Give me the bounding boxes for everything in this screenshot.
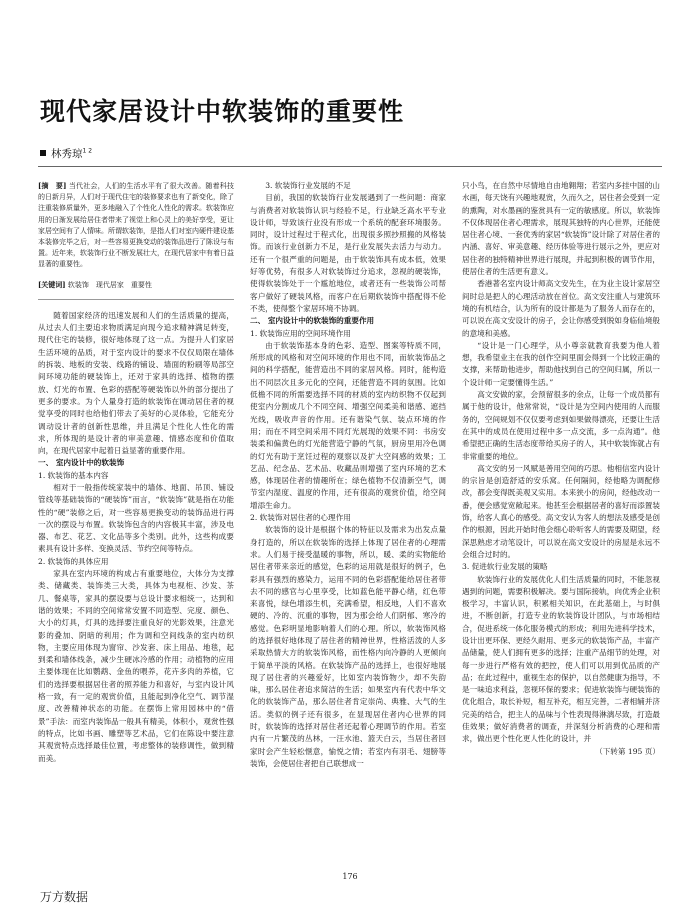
paragraph: 高文安的另一风赋是善用空间的巧思。他相信室内设计的宗旨是创造舒适的安乐窝。任何隔间，经他略为调配修改，都会变得既美观又实用。本来狭小的房间，经他改动一番，便会感觉宽敞起来。他甚至会根据居者的喜好而添置装饰，给客人真心的感受。高文安认为客人的想法及感受是创作的根源，因此开始时他会细心聆听客人的需要及期望，经深思熟虑才动笔设计，可以说在高文安设计的房屋是永远不会组合过时的。 [462, 463, 660, 559]
text-column-3 [462, 180, 660, 870]
section-heading: 1. 软装饰的基本内容 [38, 470, 109, 480]
abstract [38, 180, 234, 271]
section-heading: 一、 室内设计中的软装饰 [38, 458, 125, 468]
column-3-body [462, 180, 660, 758]
paragraph: 随着国家经济的迅速发展和人们的生活质量的提高，从过去人们主要追求物质满足向现今追求精神满足转变，现代住宅的装修，很好地体现了这一点。为提升人们家居生活环境的品质，对于室内设计的要求不仅仅局限在墙体的拆装、地板的安装、线路的铺设、墙面的粉刷等局部空间环境功能的硬装饰上，还对于家具的选择、植物的摆放、灯光的布置、色彩的搭配等硬装饰以外的部分提出了更多的要求。为个人量身打造的软装饰在调动居住者的视觉享受的同时也给他们带去了美好的心灵体验，它能充分调动设计者的创新性思维，并且满足个性化人性化的需求，所体现的是设计者的审美意趣、情感态度和价值取向，在现代居家中起着日益显著的重要作用。 [38, 310, 234, 456]
text-column-1 [38, 180, 234, 870]
keywords [38, 279, 234, 291]
paragraph: 香港著名室内设计师高文安先生，在为业主设计家居空间时总是把人的心理活动放在首位。高文安注重人与建筑环境的有机结合，认为所有的设计都是为了服务人而存在的，可以说在高文安设计的房子，会让你感受到脱如身临仙境般的意境和美感。 [462, 279, 660, 338]
article-title: 现代家居设计中软装饰的重要性 [40, 97, 405, 126]
paragraph: 由于软装饰基本身的色彩、造型、图案等特质不同，所形成的风格和对空间环境的作用也不同，而软装饰品之间的科学搭配，能营造出不同的家居风格。同时，能构造出不同层次且多元化的空间，还能营造不同的氛围。比如低檐不同的所需要选择不同的材质的室内纺织物不仅起到使室内分割成几个不同空间、增强空间柔美和谐感、遮挡光线，吸收声音的作用。还有谐染气氛、装点环境的作用；而在不同空间采用不同灯光展现的效果不同：书房安装柔和偏黄色的灯光能营造宁静的气氛，厨房里用冷色调的灯光有助于烹饪过程的观察以及扩大空间感的效果；工艺品、纪念品、艺术品、收藏品则增强了室内环境的艺术感，体现居住者的情趣所在；绿色植物不仅清新空气，调节室内湿度、温度的作用，还有很高的观赏价值，给空间增添生命力。 [250, 340, 446, 510]
author-superscript: 1 2 [82, 147, 93, 155]
keywords-text: 软装饰 现代居家 重要性 [67, 280, 152, 289]
section-heading: 2. 软装饰对居住者的心理作用 [250, 513, 351, 523]
abstract-text: 当代社会，人们的生活水平有了很大改善。随着科技的日新月异，人们对于现代住宅的装修要求也有了新变化，除了注重装修质量外，更多地融入了个性化人性化的需求。软装饰应用的日渐发展给居住者带来了视觉上和心灵上的美好享受，更让家居空间有了人情味。所谓软装饰，是指人们对室内硬件建设基本装修完毕之后，对一些容易更换变动的装饰品进行了陈设与布置。近年来，软装饰行业不断发展壮大，在现代居家中有着日益显著的重要性。 [38, 182, 234, 269]
author-name: 林秀琼 [51, 148, 83, 160]
keywords-label: [关键词] [38, 279, 66, 289]
paragraph: 只小鸟，在自然中尽情地自由地翱翔；若室内多挂中国的山水画，每天饶有兴趣地观赏，久而久之，居住者会受到一定的熏陶，对水墨画的鉴赏具有一定的敏感度。所以，软装饰不仅体现居住者心理需求，展现其独特的内心世界，还能使居住者心境、一套优秀的家居“软装饰”设计除了对居住者的内涵、喜好、审美意趣、经历体验等进行展示之外，更应对居住者的独特精神世界进行展现，并起到积极的调节作用，使居住者的生活更有意义。 [462, 181, 660, 277]
section-heading: 1. 软装饰应用的空间环境作用 [250, 328, 351, 338]
text-column-2 [250, 180, 446, 870]
column-1-body [38, 310, 234, 765]
paragraph: 家具在室内环境的构成占有重要地位，大体分为支撑类、储藏类、装饰类三大类，具体为电视柜、沙发、茶几、餐桌等，家具的摆设要与总设计要求相统一，达到和谐的效果；不同的空间常常安置不同造型、完度、颜色、大小的灯具，灯具的选择要注重良好的光影效果，注意光影的叠加、阴暗的利用；作为调和空间线条的室内纺织物，主要应用体现为窗帘、沙发套、床上用品、地毯，起到柔和墙体线条，减少生硬冰冷感的作用；动植物的应用主要体现在比如鹦鹉、金鱼的喂养，花卉多肉的养植，它们的选择要根据居住者的照养能力和喜好，与室内设计风格一致，有一定的观赏价值，且能起到净化空气、调节湿度、改善精神状态的功能。在摆饰上常用园林中的“借景”手法：而室内装饰品一般具有精美，体积小，观赏性强的特点，比如书画、雕塑等艺术品，它们在陈设中要注意其观赏特点选择最佳位置，考虑整体的装修调性，做到精而美。 [38, 569, 234, 763]
abstract-divider [38, 299, 234, 300]
author-line [40, 146, 92, 161]
paragraph: 高文安做的家，会预留很多的余点，让每一个成员都有属于他的设计，他常常说，“设计是为空间内使用的人而服务的，空间规划不仅仅要考虑到如果做得漂亮，还要让生活在其中的成员在使用过程中多一点交流，多一点沟通”。他希望把正确的生活态度带给买房子的人，其中软装饰就占有非常重要的地位。 [462, 390, 660, 461]
section-heading: 2. 软装饰的具体应用 [38, 556, 109, 566]
paragraph: 软装饰行业的发展优化人们生活质量的同时，不能忽视遇到的问题，需要积极解决。要与国际接轨，向优秀企业积极学习，丰富认识，积累相关知识，在此基础上，与时俱进，不断创新，打造专业的软装饰设计团队，与市场相结合，促进系统一体化服务模式的形成；利用先进科学技术，设计出更环保、更经久耐用、更多元的软装饰产品，丰富产品储量，使人们拥有更多的选择；注重产品细节的处理，对每一步进行严格有效的把控，使人们可以用到优品质的产品；在此过程中，重视生态的保护，以自然健康为指导，不是一味追求利益，忽视环保的要求；促进软装饰与硬装饰的优化组合，取长补短，相互补充，相互完善，二者相辅并济完美的结合，把主人的品味与个性表现得淋漓尽致，打造最佳效果；做好消费者的调查，并深刻分析消费的心理和需求，做出更个性化更人性化的设计，并 [462, 574, 660, 744]
column-2-body [250, 180, 446, 770]
footer-logo: 万方数据 [40, 890, 89, 904]
paragraph: 目前，我国的软装饰行业发展遇到了一些问题：商家与消费者对软装饰认识与经验不足，行业缺乏高水平专业设计师，导致该行业没有形成一个系统的配套环境服务。同时，设计过程过于程式化，出现很多照抄照搬的风格装饰。而该行业创新力不足，是行业发展失去活力与动力。还有一个很严重的问题是，由于软装饰具有成本低，效果好等优势，有很多人对软装饰过分追求，忽视的硬装饰，使得软装饰处于一个尴尬地位，或者还有一些装饰公司帮客户做好了硬装风格，而客户在后期软装饰中搭配得不伦不类，使得整个家居环境不协调。 [250, 193, 446, 313]
header-divider [38, 166, 662, 167]
paragraph: 软装饰的设计是根据个体的特征以及需求为出发点量身打造的，所以在软装饰的选择上体现了居住者的心理需求。人们易于接受温暖的事物，所以，暖、柔的实物能给居住者带来亲近的感觉，色彩的运用就是很好的例子，色彩具有强烈的感染力，运用不同的色彩搭配能给居住者带去不同的感官与心里享受，比如蓝色能平静心绪，红色带来喜悦，绿色增添生机，充满希望，相反地，人们不喜欢硬的、冷的、沉重的事物，因为那会给人们阴郁、寒冷的感觉。色彩明显地影响着人们的心理。所以，软装饰风格的选择很好地体现了居住者的精神世界，性格活泼的人多采取热情大方的软装饰风格，而性格内向冷静的人更倾向于简单平淡的风格。在软装饰产品的选择上，也很好地展现了居住者的兴趣爱好，比如室内装饰物少，却不失韵味，那么居住者追求简洁的生活；如果室内有代表中华文化的软装饰产品，那么居住者肯定崇尚、典雅、大气的生活。类似的例子还有很多，在显现居住者内心世界的同时，软装饰的选择对居住者还起着心理调节的作用。若室内有一片繁茂的丛林，一汪水池、篮天白云，当居住者回家时会产生轻松惬意，愉悦之情；若室内有羽毛、翅膀等装饰，会使居住者把自己联想成一 [250, 525, 446, 768]
section-heading: 3. 软装饰行业发展的不足 [265, 181, 351, 190]
paragraph: “设计是一门心理学，从小尊亲就教育我要为他人着想，我希望业主在我的创作空间里面会得到一个比较正确的支撑，来帮助他进步，帮助他找到自己的空间归属，所以一个设计师一定要懂得生活。” [462, 340, 660, 387]
abstract-label: [摘 要] [38, 181, 67, 190]
section-heading: 3. 促进软行业发展的策略 [462, 562, 548, 572]
paragraph: 相对于一般指传统家装中的墙体、地面、吊顶、铺设管线等基础装饰的“硬装饰”而言，“软装饰”就是指在功能性的“硬”装修之后，对一些容易更换变动的装饰品进行再一次的摆设与布置。软装饰包含的内容极其丰富，涉及电器、布艺、花艺、文化品等多个类别。此外，这些构成要素具有设计多样、变换灵活、节约空间等特点。 [38, 482, 234, 554]
continuation-note: （下转第 195 页） [595, 746, 660, 756]
page-number: 176 [342, 872, 358, 881]
section-heading: 二、 室内设计中的软装饰的重要作用 [250, 316, 375, 326]
bullet-square-icon [40, 150, 46, 156]
